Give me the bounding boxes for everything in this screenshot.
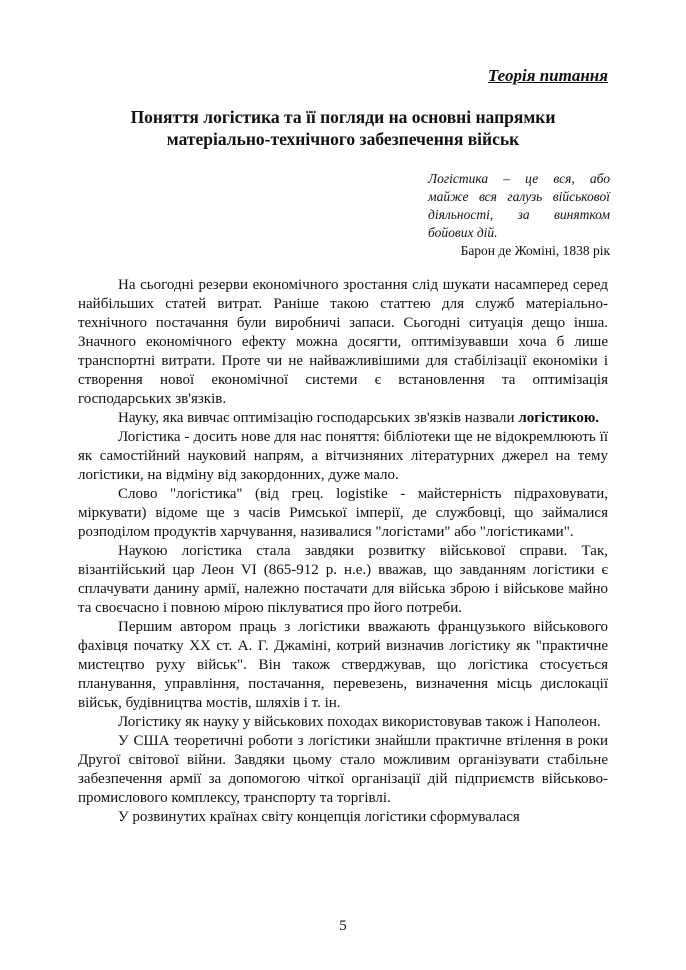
section-label: Теорія питання (487, 66, 608, 85)
paragraph: Слово "логістика" (від грец. logistike - майстерність підраховувати, міркувати) відоме ще з часів Римської імперії, де службовці, що займалися розподілом продуктів харчування, називалися "логістами" або "логістиками". (78, 486, 608, 540)
epigraph-quote-line: майже вся галузь військової (428, 189, 610, 204)
title-line-1: Поняття логістика та її погляди на основні напрямки (130, 107, 556, 127)
epigraph-quote-line: Логістика – це вся, або (428, 171, 610, 186)
body-text (78, 276, 608, 827)
paragraph: У США теоретичні роботи з логістики знайшли практичне втілення в роки Другої світової війни. Завдяки цьому стало можливим організувати стабільне забезпечення армії за допомогою чіткої організації дій підприємств військово-промислового комплексу, транспорту та торгівлі. (78, 733, 608, 806)
paragraph: Наукою логістика стала завдяки розвитку військової справи. Так, візантійський цар Леон VI (865-912 р. н.е.) вважав, що завданням логістики є сплачувати данину армії, належно постачати для війська зброю і військове майно та своєчасно і повною мірою піклуватися про його потреби. (78, 543, 608, 616)
paragraph: На сьогодні резерви економічного зростання слід шукати насамперед серед найбільших статей витрат. Раніше такою статтею для служб матеріально-технічного постачання були виробничі запаси. Сьогодні ситуація дещо інша. Значного економічного ефекту можна досягти, оптимізувавши хоча б лише транспортні витрати. Проте чи не найважливішими для стабілізації економіки і створення нової економічної системи є встановлення та оптимізація господарських зв'язків. (78, 277, 608, 407)
epigraph-author: Барон де Жоміні, 1838 рік (460, 243, 610, 258)
paragraph: Логістика - досить нове для нас поняття: бібліотеки ще не відокремлюють її як самостійний науковий напрям, а вітчизняних літературних джерел на тему логістики, на відміну від закордонних, дуже мало. (78, 429, 608, 483)
epigraph-quote-line: бойових дій. (428, 225, 498, 240)
paragraph-text: Науку, яка вивчає оптимізацію господарських зв'язків назвали (118, 410, 519, 426)
title-line-2: матеріально-технічного забезпечення військ (166, 129, 520, 149)
paragraph (78, 409, 608, 428)
paragraph: Першим автором праць з логістики вважають французького військового фахівця початку ХХ ст. А. Г. Джаміні, котрий визначив логістику як "практичне мистецтво руху військ". Він також стверджував, що логістика стосується планування, управління, постачання, перевезень, визначення місць дислокації військ, будівництва мостів, шляхів і т. ін. (78, 619, 608, 711)
epigraph-quote (428, 170, 610, 242)
paragraph: Логістику як науку у військових походах використовував також і Наполеон. (118, 714, 601, 730)
paragraph: У розвинутих країнах світу концепція логістики сформувалася (118, 809, 520, 825)
bold-term: логістикою. (518, 410, 600, 426)
epigraph (428, 170, 610, 260)
page-number: 5 (339, 918, 347, 934)
page-title (78, 106, 608, 150)
epigraph-quote-line: діяльності, за винятком (428, 207, 610, 222)
